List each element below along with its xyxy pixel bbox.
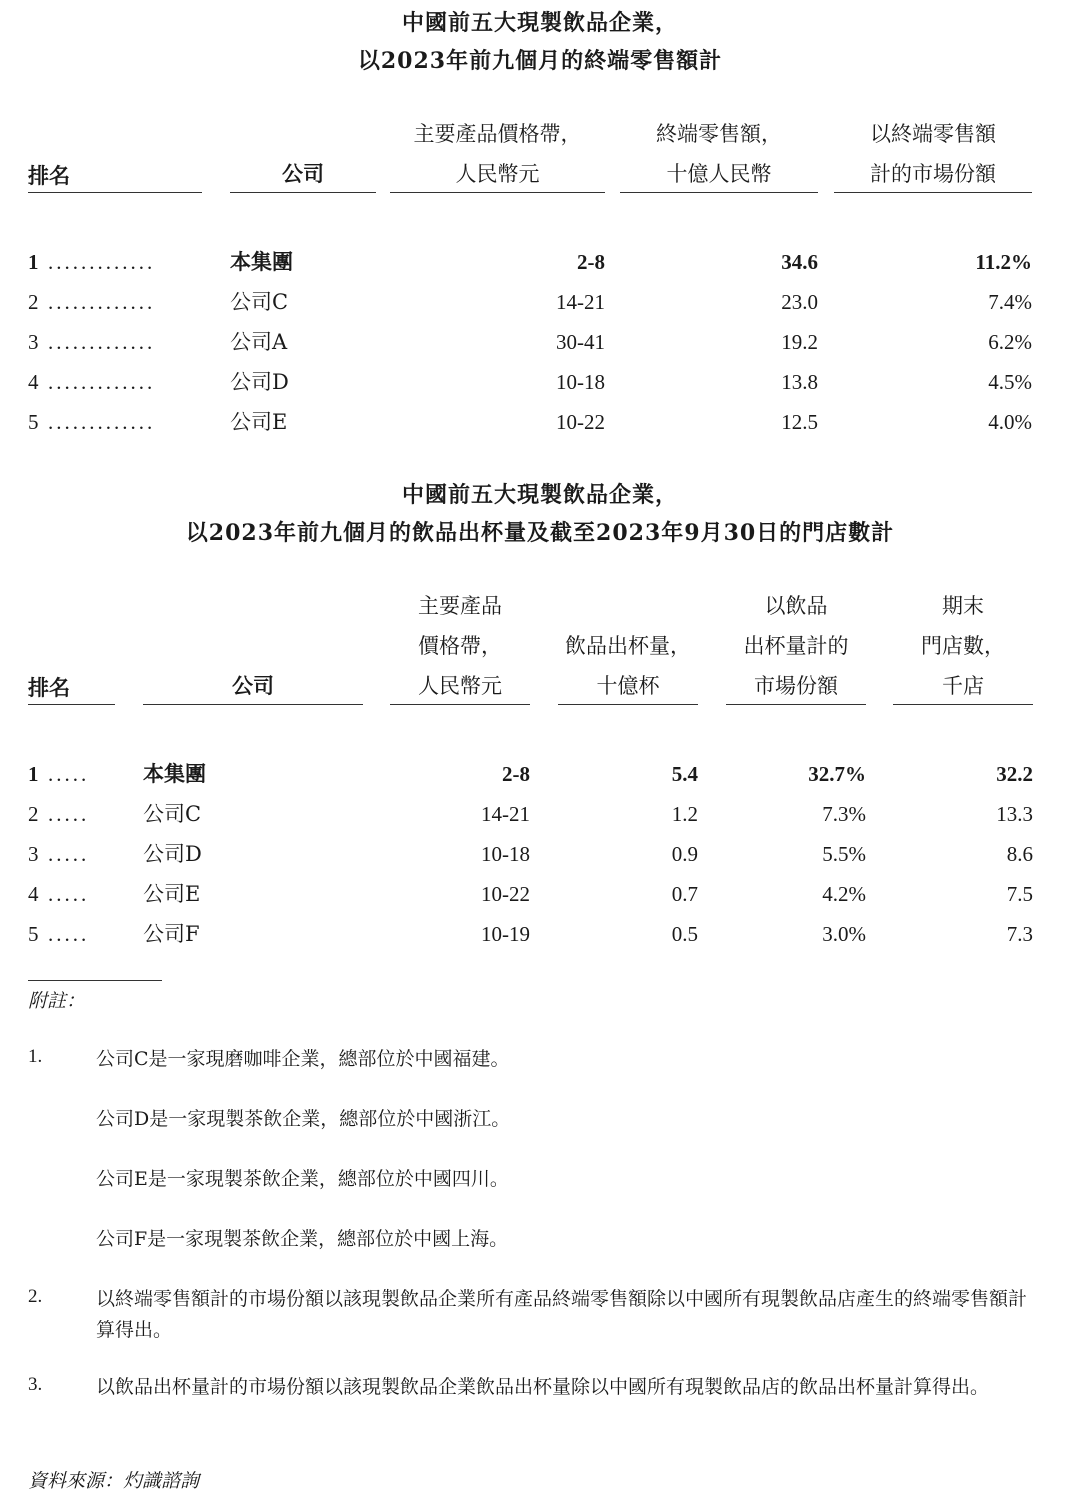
table2-underline-stores xyxy=(893,704,1033,705)
table2-header-price-line1: 主要產品 xyxy=(418,594,502,618)
table1-underline-price xyxy=(390,192,605,193)
table2-company: 本集團 xyxy=(143,761,206,786)
table1-sales: 12.5 xyxy=(781,410,818,434)
source-note: 資料來源：灼識諮詢 xyxy=(28,1470,200,1492)
table2-stores: 13.3 xyxy=(996,802,1033,826)
table2-underline-share xyxy=(726,704,866,705)
table2-underline-cups xyxy=(558,704,698,705)
table1-company: 公司C xyxy=(230,290,289,314)
note-1-line-1: 公司C是一家現磨咖啡企業，總部位於中國福建。 xyxy=(96,1048,510,1070)
table2-dots: ..... xyxy=(48,842,90,866)
table1-company: 公司E xyxy=(230,410,288,434)
table1-sales: 23.0 xyxy=(781,290,818,314)
table2-header-cups-line1: 飲品出杯量， xyxy=(565,634,691,658)
note-1-number: 1. xyxy=(28,1046,43,1067)
table2-company: 公司E xyxy=(143,882,201,906)
table1-header-share-line1: 以終端零售額 xyxy=(870,122,996,146)
table2-rank: 5 xyxy=(28,922,39,946)
table1-title-line1: 中國前五大現製飲品企業， xyxy=(401,10,678,36)
table2-price: 10-18 xyxy=(481,842,530,866)
note-3-number: 3. xyxy=(28,1374,43,1395)
table2-price: 10-19 xyxy=(481,922,530,946)
table2-share: 5.5% xyxy=(822,842,866,866)
table2-rank: 1 xyxy=(28,762,39,786)
table2-company: 公司F xyxy=(143,922,200,946)
table1-header-price-line1: 主要產品價格帶， xyxy=(413,122,582,146)
table2-stores: 32.2 xyxy=(996,762,1033,786)
table1-title-line2: 以2023年前九個月的終端零售額計 xyxy=(357,48,723,74)
table2-dots: ..... xyxy=(48,922,90,946)
table2-price: 10-22 xyxy=(481,882,530,906)
table2-underline-rank xyxy=(28,704,115,705)
table1-header-price-line2: 人民幣元 xyxy=(455,162,540,186)
table2-header-share-line1: 以飲品 xyxy=(764,594,828,618)
table2-cups: 0.7 xyxy=(671,882,698,906)
table2-title-line1: 中國前五大現製飲品企業， xyxy=(401,482,678,508)
table1-rank: 2 xyxy=(28,290,39,314)
table1-dots: ............. xyxy=(48,330,156,354)
table2-cups: 0.9 xyxy=(671,842,698,866)
table2-rank: 3 xyxy=(28,842,39,866)
table1-underline-company xyxy=(230,192,376,193)
table2-price: 2-8 xyxy=(502,762,530,786)
table1-price: 30-41 xyxy=(556,330,605,354)
table2-header-share-line3: 市場份額 xyxy=(754,674,838,698)
table2-rank: 4 xyxy=(28,882,39,906)
table2-dots: ..... xyxy=(48,882,90,906)
table2-header-price-line2: 價格帶， xyxy=(418,634,502,658)
table1-price: 10-22 xyxy=(556,410,605,434)
note-1-line-3: 公司E是一家現製茶飲企業，總部位於中國四川。 xyxy=(96,1168,509,1190)
table2-company: 公司C xyxy=(143,802,202,826)
table2-share: 3.0% xyxy=(822,922,866,946)
table1-header-company: 公司 xyxy=(282,161,324,186)
table2-title-line2: 以2023年前九個月的飲品出杯量及截至2023年9月30日的門店數計 xyxy=(185,520,895,546)
table1-dots: ............. xyxy=(48,370,156,394)
table2-cups: 0.5 xyxy=(671,922,698,946)
table1-sales: 34.6 xyxy=(781,250,818,274)
table1-company: 公司D xyxy=(230,370,289,394)
table2-price: 14-21 xyxy=(481,802,530,826)
table2-header-price-line3: 人民幣元 xyxy=(418,674,502,698)
table1-rank: 1 xyxy=(28,250,39,274)
table1-price: 10-18 xyxy=(556,370,605,394)
notes-heading: 附註： xyxy=(28,990,86,1012)
note-1-line-2: 公司D是一家現製茶飲企業，總部位於中國浙江。 xyxy=(96,1108,511,1130)
table2-cups: 5.4 xyxy=(671,762,698,786)
table1-underline-rank xyxy=(28,192,202,193)
note-3-text: 以飲品出杯量計的市場份額以該現製飲品企業飲品出杯量除以中國所有現製飲品店的飲品出杯量計算得出。 xyxy=(96,1376,990,1398)
table2-header-stores-line1: 期末 xyxy=(942,594,984,618)
table1-sales: 13.8 xyxy=(781,370,818,394)
table2-cups: 1.2 xyxy=(671,802,698,826)
table2-share: 7.3% xyxy=(822,802,866,826)
table2-underline-company xyxy=(143,704,363,705)
table2-company: 公司D xyxy=(143,842,202,866)
table1-company: 本集團 xyxy=(230,249,293,274)
table2-dots: ..... xyxy=(48,762,90,786)
note-1-line-4: 公司F是一家現製茶飲企業，總部位於中國上海。 xyxy=(96,1228,509,1250)
note-2-number: 2. xyxy=(28,1286,43,1307)
table2-stores: 7.3 xyxy=(1006,922,1033,946)
table2-header-rank: 排名 xyxy=(28,675,70,700)
table1-sales: 19.2 xyxy=(781,330,818,354)
table1-company: 公司A xyxy=(230,330,288,354)
table2-dots: ..... xyxy=(48,802,90,826)
table1-header-sales-line1: 終端零售額， xyxy=(656,122,782,146)
note-2-text: 以終端零售額計的市場份額以該現製飲品企業所有產品終端零售額除以中國所有現製飲品店產生的終端零售額計算得出。 xyxy=(96,1288,1028,1341)
table1-price: 2-8 xyxy=(577,250,605,274)
table1-share: 7.4% xyxy=(988,290,1032,314)
table2-header-company: 公司 xyxy=(232,673,274,698)
table1-underline-share xyxy=(834,192,1032,193)
notes-separator xyxy=(28,980,162,981)
table1-dots: ............. xyxy=(48,290,156,314)
table1-share: 11.2% xyxy=(975,250,1032,274)
table1-dots: ............. xyxy=(48,410,156,434)
table1-header-rank: 排名 xyxy=(28,163,70,188)
table2-underline-price xyxy=(390,704,530,705)
table2-share: 32.7% xyxy=(808,762,866,786)
table1-dots: ............. xyxy=(48,250,156,274)
table1-rank: 4 xyxy=(28,370,39,394)
table2-header-cups-line2: 十億杯 xyxy=(596,674,660,698)
table2-header-share-line2: 出杯量計的 xyxy=(743,634,849,658)
table1-header-share-line2: 計的市場份額 xyxy=(870,162,996,186)
table2-header-stores-line2: 門店數， xyxy=(921,634,1005,658)
table1-rank: 5 xyxy=(28,410,39,434)
table2-share: 4.2% xyxy=(822,882,866,906)
table1-header-sales-line2: 十億人民幣 xyxy=(666,162,772,186)
table1-share: 6.2% xyxy=(988,330,1032,354)
table1-share: 4.5% xyxy=(988,370,1032,394)
table1-rank: 3 xyxy=(28,330,39,354)
table2-stores: 8.6 xyxy=(1006,842,1033,866)
table1-underline-sales xyxy=(620,192,818,193)
table2-stores: 7.5 xyxy=(1006,882,1033,906)
table2-header-stores-line3: 千店 xyxy=(942,674,984,698)
table2-rank: 2 xyxy=(28,802,39,826)
table1-share: 4.0% xyxy=(988,410,1032,434)
table1-price: 14-21 xyxy=(556,290,605,314)
